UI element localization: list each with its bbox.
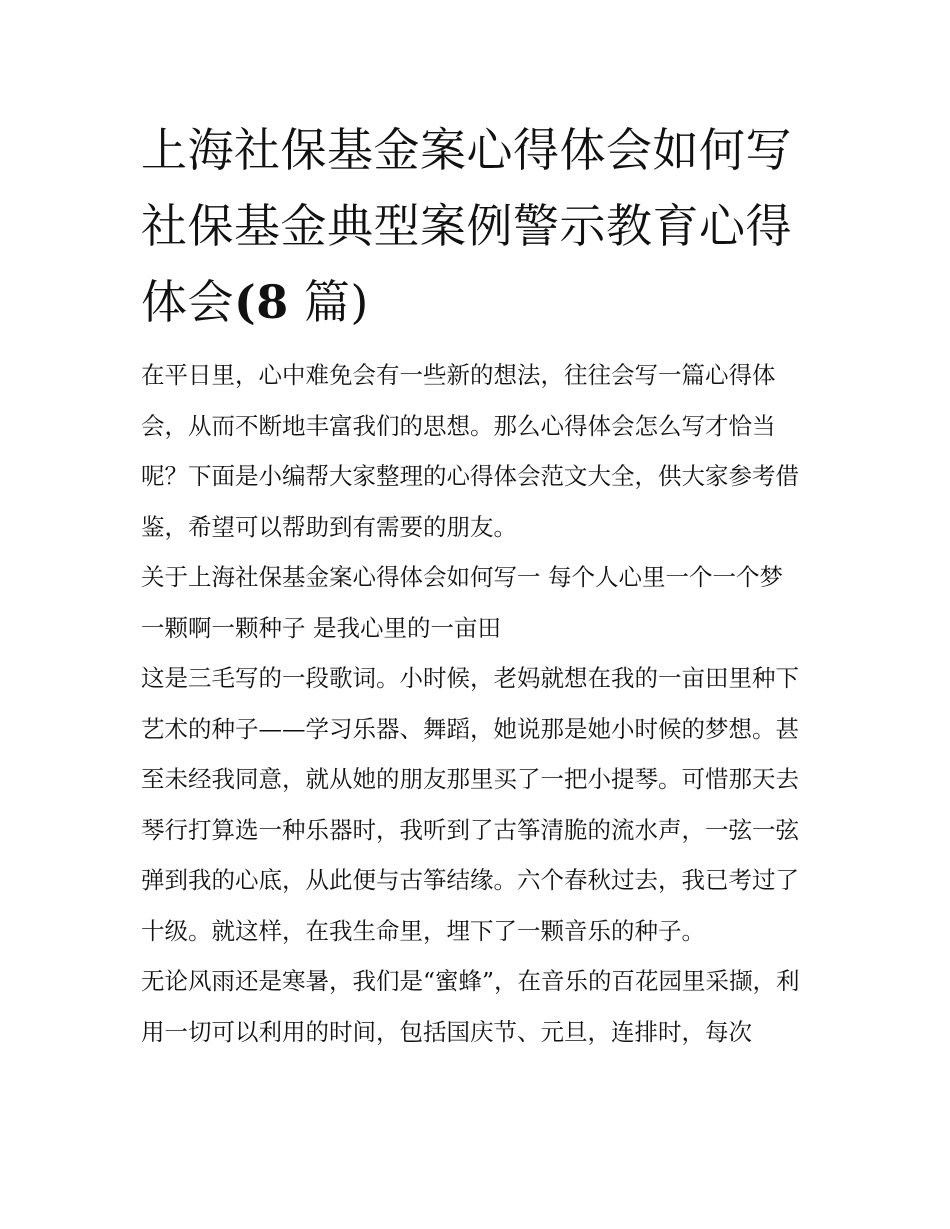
section-heading-paragraph: 关于上海社保基金案心得体会如何写一 每个人心里一个一个梦 一颗啊一颗种子 是我心里的一亩田 [141,563,783,642]
document-body [141,112,813,1057]
title-suffix: 篇) [288,275,369,329]
document-title [141,112,813,340]
title-count: (8 [234,275,289,329]
title-text: 上海社保基金案心得体会如何写 社保基金典型案例警示教育心得体会 [141,123,792,329]
intro-paragraph: 在平日里，心中难免会有一些新的想法，往往会写一篇心得体会，从而不断地丰富我们的思想。那么心得体会怎么写才恰当呢？下面是小编帮大家整理的心得体会范文大全，供大家参考借鉴，希望可以帮助到有需要的朋友。 [141,361,799,541]
body-paragraph: 这是三毛写的一段歌词。小时候，老妈就想在我的一亩田里种下艺术的种子——学习乐器、舞蹈，她说那是她小时候的梦想。甚至未经我同意，就从她的朋友那里买了一把小提琴。可惜那天去琴行打算选一种乐器时，我听到了古筝清脆的流水声，一弦一弦弹到我的心底，从此便与古筝结缘。六个春秋过去，我已考过了十级。就这样，在我生命里，埋下了一颗音乐的种子。 [141,664,799,945]
body-paragraph: 无论风雨还是寒暑，我们是“蜜蜂”，在音乐的百花园里采撷，利用一切可以利用的时间，包括国庆节、元旦，连排时，每次 [141,967,800,1046]
